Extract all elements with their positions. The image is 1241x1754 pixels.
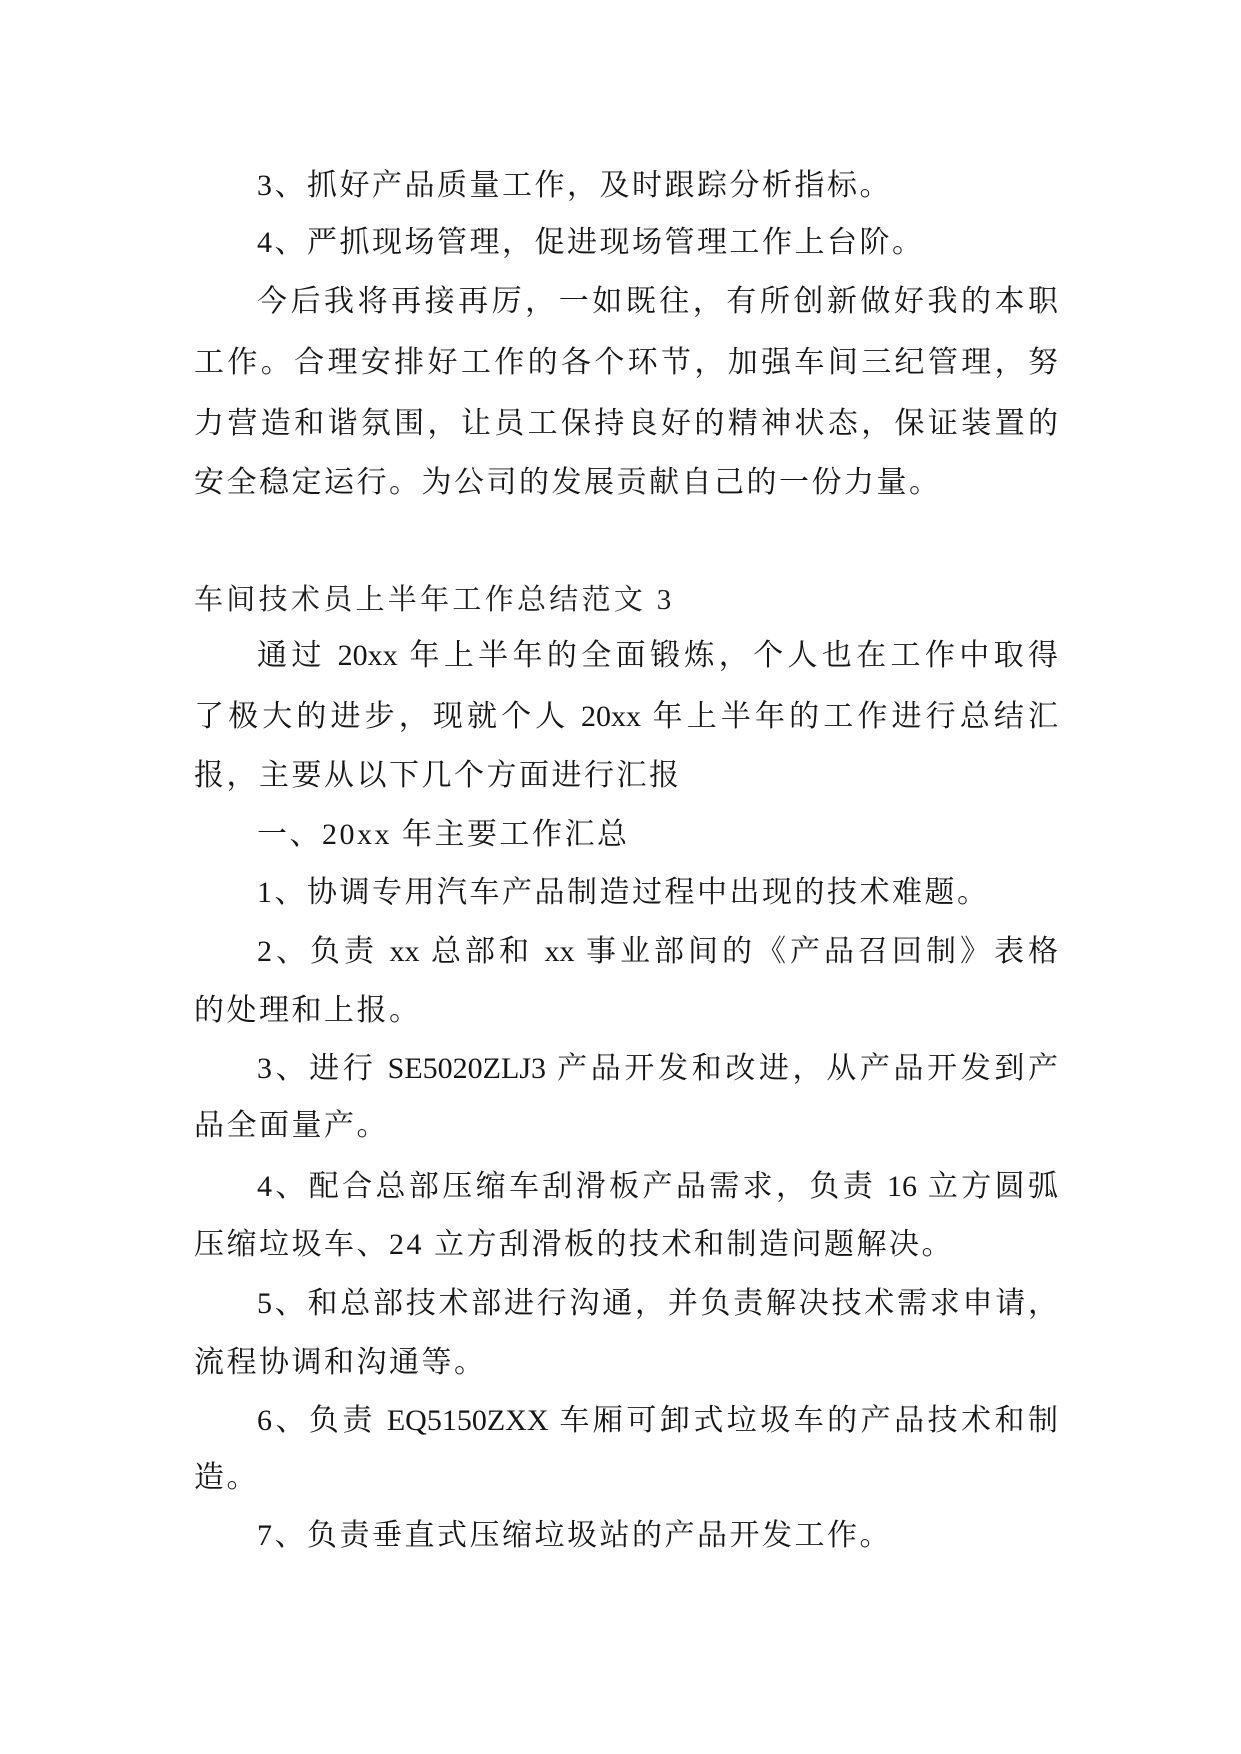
paragraph-line: 了极大的进步，现就个人 20xx 年上半年的工作进行总结汇 [194,700,1058,733]
paragraph-line: 报，主要从以下几个方面进行汇报 [194,759,682,792]
list-item: 3、进行 SE5020ZLJ3 产品开发和改进，从产品开发到产 [257,1052,1058,1085]
paragraph-line: 今后我将再接再厉，一如既往，有所创新做好我的本职 [257,285,1058,318]
paragraph-line: 安全稳定运行。为公司的发展贡献自己的一份力量。 [194,466,942,499]
section-title: 车间技术员上半年工作总结范文 3 [194,584,675,616]
list-item: 1、协调专用汽车产品制造过程中出现的技术难题。 [257,876,990,909]
list-item: 6、负责 EQ5150ZXX 车厢可卸式垃圾车的产品技术和制 [257,1404,1058,1437]
list-item: 3、抓好产品质量工作，及时跟踪分析指标。 [257,169,892,202]
list-item: 2、负责 xx 总部和 xx 事业部间的《产品召回制》表格 [257,935,1058,968]
list-item: 4、配合总部压缩车刮滑板产品需求，负责 16 立方圆弧 [257,1170,1058,1203]
subheading: 一、20xx 年主要工作汇总 [257,818,630,851]
list-item-continuation: 压缩垃圾车、24 立方刮滑板的技术和制造问题解决。 [194,1228,954,1261]
list-item: 5、和总部技术部进行沟通，并负责解决技术需求申请， [257,1287,1058,1320]
list-item: 4、严抓现场管理，促进现场管理工作上台阶。 [257,226,925,259]
paragraph-line: 力营造和谐氛围，让员工保持良好的精神状态，保证装置的 [194,407,1058,440]
list-item-continuation: 的处理和上报。 [194,994,422,1027]
list-item: 7、负责垂直式压缩垃圾站的产品开发工作。 [257,1519,892,1552]
list-item-continuation: 流程协调和沟通等。 [194,1346,487,1379]
list-item-continuation: 品全面量产。 [194,1109,389,1142]
paragraph-line: 工作。合理安排好工作的各个环节，加强车间三纪管理，努 [194,346,1058,379]
list-item-continuation: 造。 [194,1461,259,1494]
paragraph-line: 通过 20xx 年上半年的全面锻炼，个人也在工作中取得 [257,639,1058,672]
